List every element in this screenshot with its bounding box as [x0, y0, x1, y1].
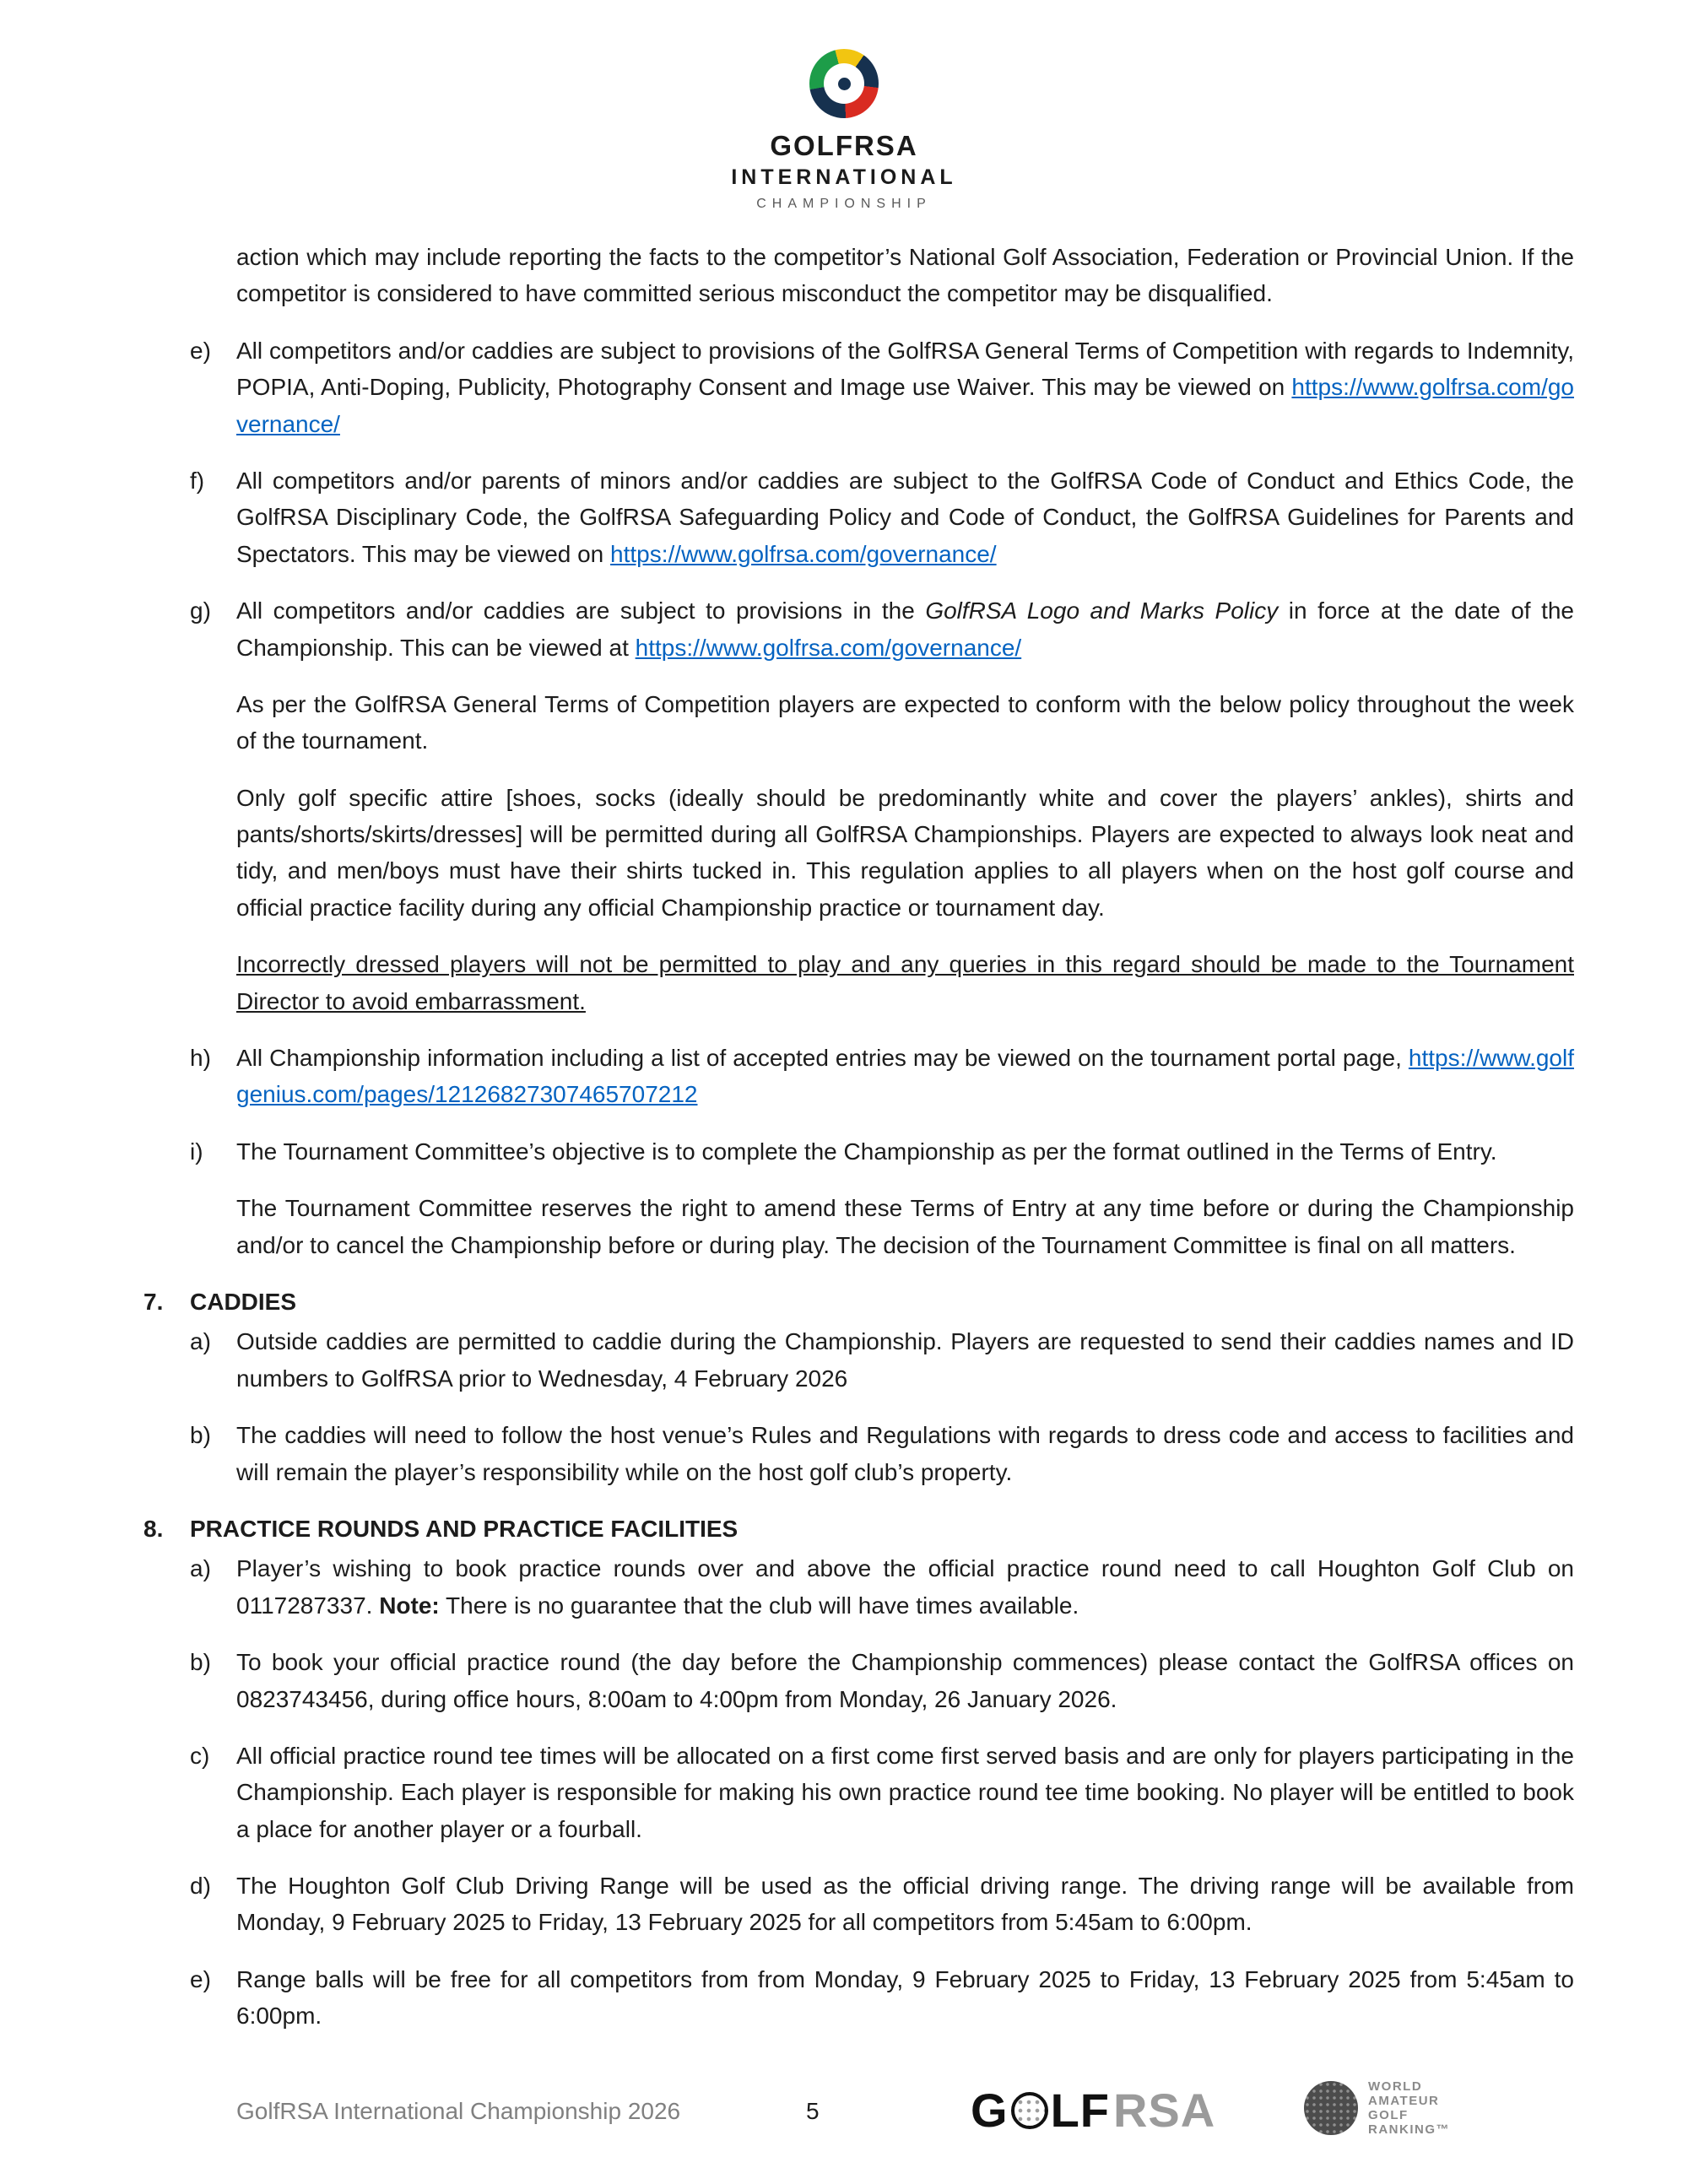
list-item-text — [236, 1644, 1574, 1717]
list-item-8a — [190, 1550, 1574, 1624]
list-item-text — [236, 1961, 1574, 2035]
text-segment: To book your official practice round (the day before the Championship commences) please contact the GolfRSA offices on 0823743456, during office hours, 8:00am to 4:00pm from Monday, 26 January 2026. — [236, 1649, 1574, 1712]
list-item-label: d) — [190, 1873, 211, 1900]
hyperlink[interactable]: https://www.golfrsa.com/governance/ — [610, 540, 997, 567]
logo-subtitle: INTERNATIONAL — [731, 165, 957, 189]
text-segment: GolfRSA Logo and Marks Policy — [925, 597, 1279, 624]
document-footer — [0, 2074, 1688, 2150]
brand-letter-g: G — [971, 2084, 1009, 2137]
list-item-text — [236, 1133, 1574, 1170]
list-item-label: e) — [190, 337, 211, 364]
list-item-label: h) — [190, 1045, 211, 1072]
list-item-label: a) — [190, 1328, 211, 1355]
wagr-line: GOLF — [1368, 2108, 1409, 2122]
text-segment: All Championship information including a list of accepted entries may be viewed on the tournament portal page, — [236, 1045, 1409, 1072]
text-segment: in force at the date of the Championship. This can be viewed at — [236, 597, 1574, 661]
logo-tagline: CHAMPIONSHIP — [756, 197, 932, 211]
list-item-f — [190, 462, 1574, 572]
brand-letters-rsa: RSA — [1112, 2084, 1216, 2137]
hyperlink[interactable]: https://www.golfrsa.com/governance/ — [236, 374, 1574, 437]
list-item-7b — [190, 1417, 1574, 1490]
list-item-label: e) — [190, 1965, 211, 1992]
section-number: 7. — [143, 1288, 164, 1315]
document-body — [0, 212, 1688, 2035]
list-item-8c — [190, 1738, 1574, 1847]
list-item-i — [190, 1133, 1574, 1170]
list-item-label: i) — [190, 1138, 203, 1165]
text-segment: All competitors and/or caddies are subject to provisions in the — [236, 597, 926, 624]
section-title: PRACTICE ROUNDS AND PRACTICE FACILITIES — [190, 1515, 738, 1542]
text-segment: The Tournament Committee reserves the right to amend these Terms of Entry at any time before or during the Championship and/or to cancel the Championship before or during play. The decision of the Tournament Committee is final on all matters. — [236, 1195, 1574, 1258]
list-item-text — [236, 1868, 1574, 1941]
list-item-7a — [190, 1323, 1574, 1397]
text-segment: There is no guarantee that the club will have times available. — [439, 1592, 1079, 1619]
document-header — [0, 0, 1688, 212]
text-segment: The Tournament Committee’s objective is to complete the Championship as per the format outlined in the Terms of Entry. — [236, 1138, 1497, 1165]
list-item-text — [236, 332, 1574, 442]
hyperlink[interactable]: https://www.golfrsa.com/governance/ — [635, 634, 1022, 661]
list-item-label: b) — [190, 1422, 211, 1449]
golfrsa-wordmark-logo — [971, 2083, 1215, 2138]
list-item-g — [190, 592, 1574, 666]
text-segment: Range balls will be free for all competitors from from Monday, 9 February 2025 to Friday, 13 February 2025 from 5:45am to 6:00pm. — [236, 1965, 1574, 2030]
section-title: CADDIES — [190, 1288, 297, 1315]
paragraph-dress-code — [236, 780, 1574, 927]
text-segment: Note: — [379, 1592, 440, 1619]
text-segment: Only golf specific attire [shoes, socks (ideally should be predominantly white and cover the players’ ankles), shirts and pants/shorts/skirts/dresses] will be permitted during all GolfRSA Championships. Players are expected to always look neat and tidy, and men/boys must have their shirts tucked in. This regulation applies to all players when on the host golf course and official practice facility during any official Championship practice or tournament day. — [236, 784, 1574, 921]
list-item-text — [236, 1323, 1574, 1397]
paragraph-policy-intro — [236, 686, 1574, 760]
list-item-text — [236, 1550, 1574, 1624]
text-segment: The caddies will need to follow the host venue’s Rules and Regulations with regards to dress code and access to facilities and will remain the player’s responsibility while on the host golf club’s property. — [236, 1422, 1574, 1485]
list-item-8b — [190, 1644, 1574, 1717]
text-segment: All official practice round tee times will be allocated on a first come first served basis and are only for players participating in the Championship. Each player is responsible for making his own practice round tee time booking. No player will be entitled to book a place for another player or a fourball. — [236, 1742, 1574, 1842]
text-segment: Incorrectly dressed players will not be permitted to play and any queries in this regard should be made to the Tournament Director to avoid embarrassment. — [236, 951, 1574, 1014]
list-item-label: b) — [190, 1649, 211, 1676]
text-segment: As per the GolfRSA General Terms of Competition players are expected to conform with the below policy throughout the week of the tournament. — [236, 690, 1574, 754]
list-item-e — [190, 332, 1574, 442]
list-item-h — [190, 1040, 1574, 1113]
section-heading-practice — [143, 1511, 1574, 1547]
list-item-text — [236, 1417, 1574, 1490]
wagr-text — [1368, 2079, 1450, 2137]
logo-title: GOLFRSA — [770, 130, 918, 161]
footer-page-number: 5 — [806, 2098, 820, 2124]
footer-doc-title: GolfRSA International Championship 2026 — [236, 2098, 681, 2124]
list-item-label: a) — [190, 1555, 211, 1582]
list-item-text — [236, 1040, 1574, 1113]
golf-ball-icon — [1011, 2092, 1048, 2129]
text-segment: All competitors and/or caddies are subject to provisions of the GolfRSA General Terms of Competition with regards to Indemnity, POPIA, Anti-Doping, Publicity, Photography Consent and Image use Waiver. This may be viewed on — [236, 337, 1574, 401]
list-item-8d — [190, 1868, 1574, 1941]
list-item-8e — [190, 1961, 1574, 2035]
paragraph-intro — [236, 239, 1574, 312]
hyperlink[interactable]: https://www.golfgenius.com/pages/12126827307465707212 — [236, 1045, 1574, 1108]
list-item-label: c) — [190, 1742, 210, 1769]
list-item-text — [236, 462, 1574, 572]
wagr-line: WORLD — [1368, 2079, 1423, 2094]
text-segment: action which may include reporting the facts to the competitor’s National Golf Association, Federation or Provincial Union. If the competitor is considered to have committed serious misconduct the competitor may be disqualified. — [236, 244, 1574, 307]
section-number: 8. — [143, 1515, 164, 1542]
paragraph-dress-warning — [236, 946, 1574, 1019]
list-item-text — [236, 592, 1574, 666]
wagr-line: RANKING™ — [1368, 2122, 1450, 2137]
text-segment: The Houghton Golf Club Driving Range will be used as the official driving range. The driving range will be available from Monday, 9 February 2025 to Friday, 13 February 2025 for all competitors from 5:45am to 6:00pm. — [236, 1873, 1574, 1936]
wagr-logo — [1304, 2079, 1450, 2137]
text-segment: All competitors and/or parents of minors and/or caddies are subject to the GolfRSA Code of Conduct and Ethics Code, the GolfRSA Disciplinary Code, the GolfRSA Safeguarding Policy and Code of Conduct, the GolfRSA Guidelines for Parents and Spectators. This may be viewed on — [236, 467, 1574, 567]
text-segment: Outside caddies are permitted to caddie during the Championship. Players are requested to send their caddies names and ID numbers to GolfRSA prior to Wednesday, 4 February 2026 — [236, 1328, 1574, 1392]
paragraph-committee-rights — [236, 1190, 1574, 1263]
golfrsa-ring-logo-icon — [809, 49, 879, 118]
wagr-ball-icon — [1304, 2081, 1358, 2135]
list-item-label: f) — [190, 467, 205, 494]
wagr-line: AMATEUR — [1368, 2094, 1440, 2108]
list-item-text — [236, 1738, 1574, 1847]
list-item-label: g) — [190, 597, 211, 624]
section-heading-caddies — [143, 1284, 1574, 1320]
brand-letters-lf: LF — [1050, 2084, 1110, 2137]
text-segment: Player’s wishing to book practice rounds over and above the official practice round need to call Houghton Golf Club on 0117287337. — [236, 1555, 1574, 1619]
